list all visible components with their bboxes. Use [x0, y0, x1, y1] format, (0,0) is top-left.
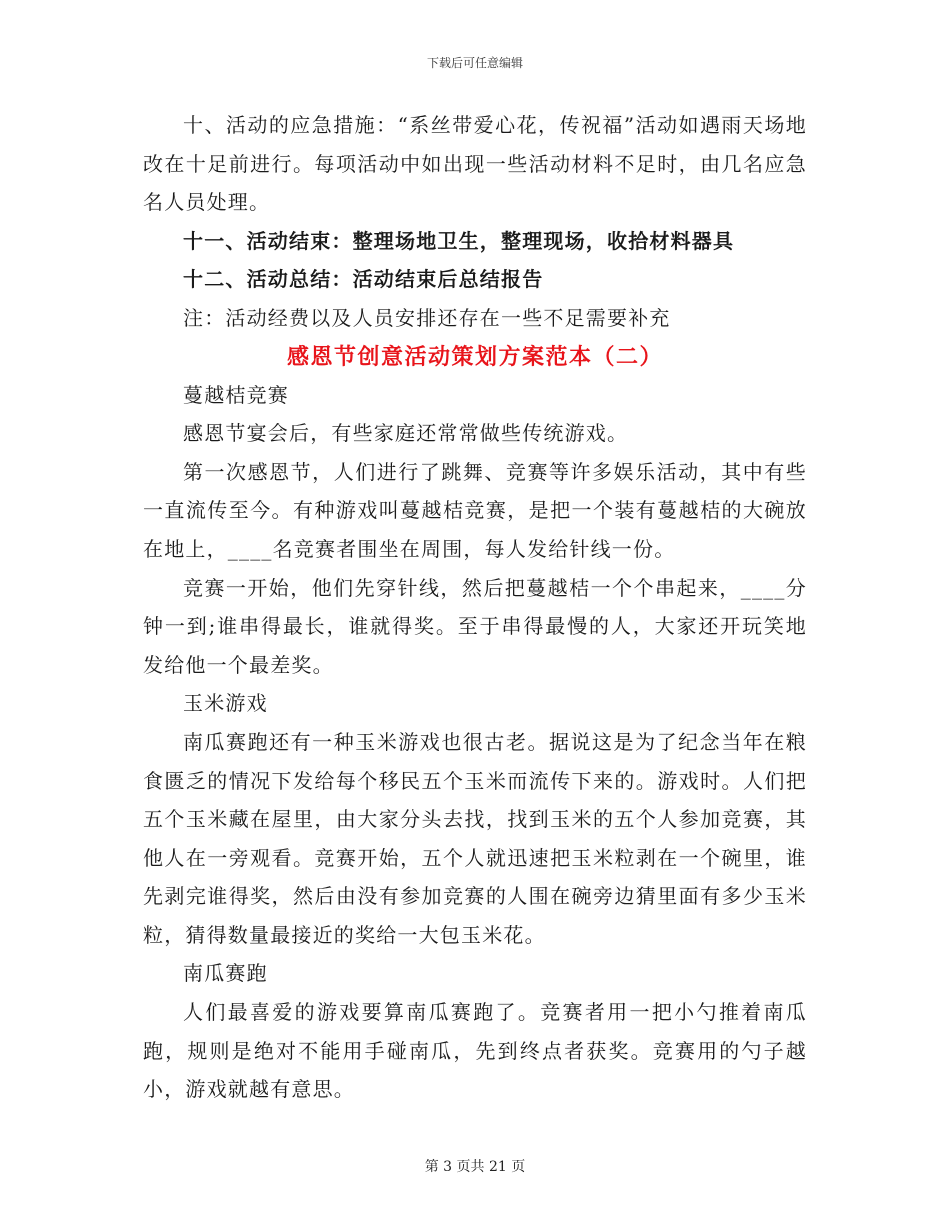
subheading-corn-game: 玉米游戏: [183, 691, 268, 716]
paragraph-activity-summary: 十二、活动总结：活动结束后总结报告: [183, 267, 544, 292]
paragraph-note: 注：活动经费以及人员安排还存在一些不足需要补充: [183, 305, 671, 330]
page-header: 下载后可任意编辑: [426, 56, 523, 70]
paragraph-first-thanksgiving: 第一次感恩节，人们进行了跳舞、竞赛等许多娱乐活动，其中有些一直流传至今。有种游戏叫蔓越桔竞赛，是把一个装有蔓越桔的大碗放在地上，____名竞赛者围坐在周围，每人发给针线一份。: [143, 459, 807, 561]
paragraph-pumpkin-race: 人们最喜爱的游戏要算南瓜赛跑了。竞赛者用一把小勺推着南瓜跑，规则是绝对不能用手碰南瓜，先到终点者获奖。竞赛用的勺子越小，游戏就越有意思。: [143, 1000, 807, 1102]
subheading-pumpkin-race: 南瓜赛跑: [183, 961, 268, 986]
paragraph-activity-end: 十一、活动结束：整理场地卫生，整理现场，收拾材料器具: [183, 228, 735, 253]
document-body: [143, 106, 807, 1109]
paragraph-corn-game: 南瓜赛跑还有一种玉米游戏也很古老。据说这是为了纪念当年在粮食匮乏的情况下发给每个移民五个玉米而流传下来的。游戏时。人们把五个玉米藏在屋里，由大家分头去找，找到玉米的五个人参加竞赛，其他人在一旁观看。竞赛开始，五个人就迅速把玉米粒剥在一个碗里，谁先剥完谁得奖，然后由没有参加竞赛的人围在碗旁边猜里面有多少玉米粒，猜得数量最接近的奖给一大包玉米花。: [143, 729, 807, 947]
paragraph-emergency-measures: 十、活动的应急措施：“系丝带爱心花，传祝福”活动如遇雨天场地改在十足前进行。每项活动中如出现一些活动材料不足时，由几名应急名人员处理。: [143, 113, 807, 215]
page-number: 第 3 页共 21 页: [424, 1159, 526, 1175]
section-title: 感恩节创意活动策划方案范本（二）: [286, 343, 663, 370]
paragraph-traditional-games: 感恩节宴会后，有些家庭还常常做些传统游戏。: [183, 421, 629, 446]
paragraph-contest-rules: 竞赛一开始，他们先穿针线，然后把蔓越桔一个个串起来，____分钟一到;谁串得最长，谁就得奖。至于串得最慢的人，大家还开玩笑地发给他一个最差奖。: [143, 575, 807, 677]
subheading-cranberry-contest: 蔓越桔竞赛: [183, 382, 289, 407]
